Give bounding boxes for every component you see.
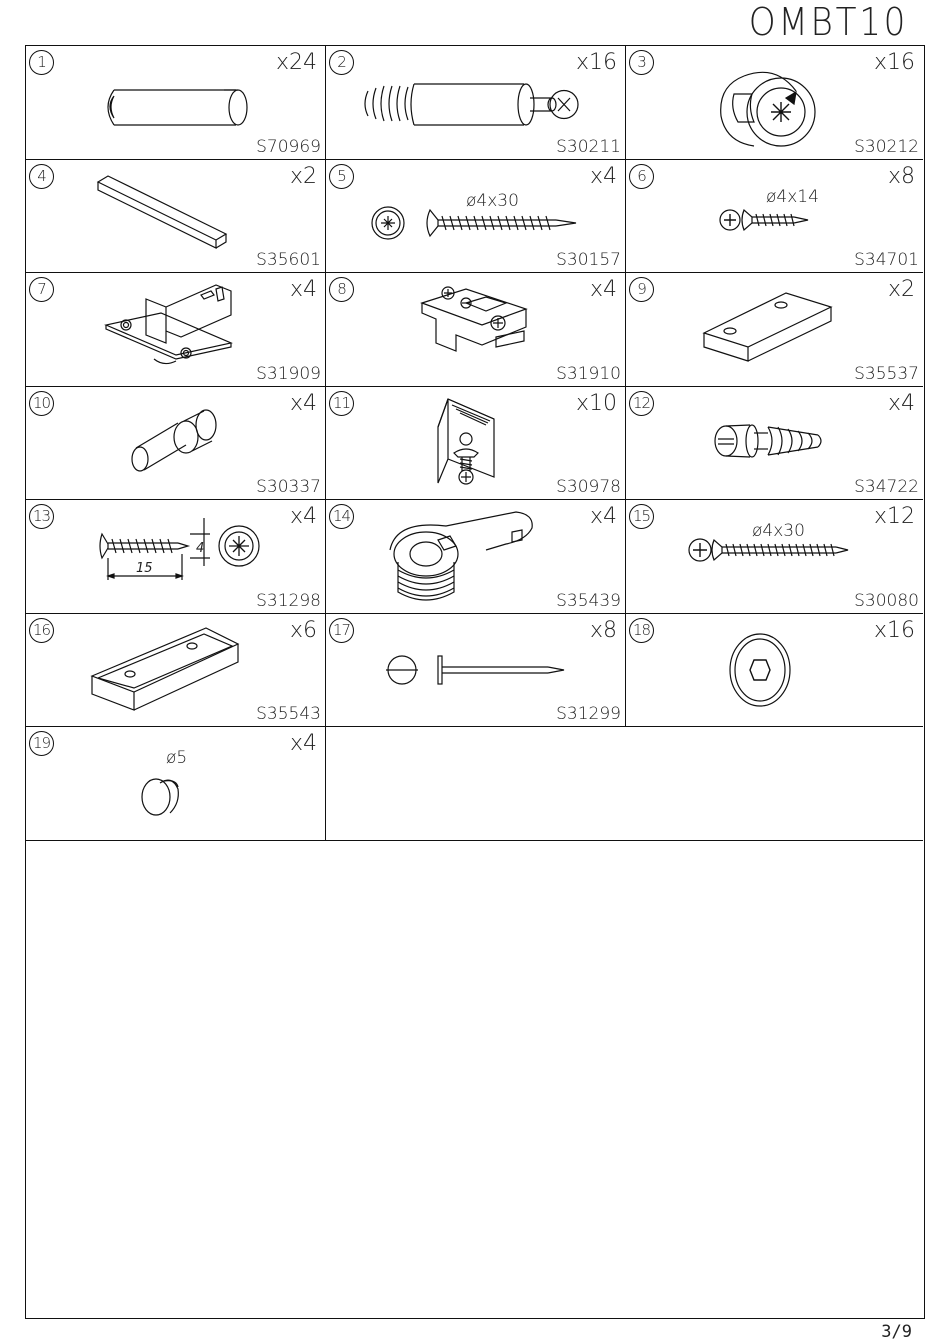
part-code: S31299 [556, 704, 621, 724]
part-cell [26, 614, 326, 728]
page-number: 3/9 [881, 1322, 912, 1342]
part-number: 18 [629, 618, 654, 643]
part-quantity: x4 [289, 277, 317, 302]
part-code: S30157 [556, 250, 621, 270]
part-code: S31910 [556, 363, 621, 384]
part-number: 9 [629, 277, 654, 302]
round-knob-icon [26, 727, 326, 840]
part-quantity: x8 [887, 163, 915, 189]
part-quantity: x4 [289, 390, 317, 416]
part-cell [326, 387, 626, 501]
part-number: 1 [29, 50, 54, 75]
part-cell [326, 160, 626, 274]
part-quantity: x4 [589, 504, 617, 529]
part-cell [26, 46, 326, 160]
part-number: 10 [29, 391, 54, 416]
part-quantity: x2 [887, 277, 915, 302]
part-quantity: x6 [289, 617, 317, 643]
part-code: S30337 [256, 477, 321, 497]
part-quantity: x4 [289, 731, 317, 756]
part-code: S30212 [854, 136, 919, 157]
svg-text:4: 4 [196, 541, 205, 556]
part-quantity: x2 [289, 163, 317, 189]
part-cell [26, 500, 326, 614]
part-cell [326, 46, 626, 160]
part-cell [326, 500, 626, 614]
part-quantity: x24 [275, 50, 317, 75]
part-cell [26, 387, 326, 501]
part-quantity: x4 [589, 163, 617, 189]
part-cell [626, 500, 923, 614]
part-number: 14 [329, 504, 354, 529]
part-cell [326, 273, 626, 387]
part-cell [26, 273, 326, 387]
part-code: S31909 [256, 363, 321, 384]
part-quantity: x16 [873, 617, 915, 643]
empty-cell [326, 727, 923, 841]
part-number: 19 [29, 731, 54, 756]
part-number: 16 [29, 618, 54, 643]
part-code: S30080 [854, 590, 919, 611]
part-quantity: x16 [575, 50, 617, 75]
parts-sheet [25, 45, 925, 1319]
svg-text:15: 15 [136, 561, 153, 576]
part-number: 4 [29, 164, 54, 189]
part-code: S35543 [256, 704, 321, 724]
part-quantity: x12 [873, 504, 915, 529]
part-quantity: x10 [575, 390, 617, 416]
part-cell [326, 614, 626, 728]
part-number: 6 [629, 164, 654, 189]
part-number: 12 [629, 391, 654, 416]
part-number: 3 [629, 50, 654, 75]
part-number: 5 [329, 164, 354, 189]
part-code: S30211 [556, 136, 621, 157]
part-code: S34722 [854, 477, 919, 497]
part-code: S31298 [256, 590, 321, 611]
part-cell [626, 387, 923, 501]
part-quantity: x8 [589, 617, 617, 643]
parts-grid [26, 46, 923, 841]
part-cell [626, 614, 923, 728]
part-number: 11 [329, 391, 354, 416]
part-code: S30978 [556, 477, 621, 497]
part-quantity: x16 [873, 50, 915, 75]
part-number: 7 [29, 277, 54, 302]
cover-cap-icon [626, 614, 923, 727]
part-quantity: x4 [887, 390, 915, 416]
svg-text:ø4x30: ø4x30 [752, 521, 805, 541]
part-code: S70969 [256, 136, 321, 157]
part-number: 13 [29, 504, 54, 529]
part-code: S35439 [556, 590, 621, 611]
part-cell [626, 46, 923, 160]
part-code: S35601 [256, 250, 321, 270]
svg-text:ø4x30: ø4x30 [466, 190, 519, 211]
part-cell [26, 727, 326, 841]
svg-text:ø5: ø5 [166, 748, 188, 768]
part-code: S34701 [854, 250, 919, 270]
part-number: 2 [329, 50, 354, 75]
part-number: 15 [629, 504, 654, 529]
document-title: OMBT10 [748, 0, 908, 44]
part-number: 17 [329, 618, 354, 643]
part-code: S35537 [854, 363, 919, 384]
part-cell [26, 160, 326, 274]
part-quantity: x4 [589, 277, 617, 302]
svg-text:ø4x14: ø4x14 [766, 186, 819, 207]
part-cell [626, 160, 923, 274]
part-number: 8 [329, 277, 354, 302]
part-cell [626, 273, 923, 387]
part-quantity: x4 [289, 504, 317, 529]
